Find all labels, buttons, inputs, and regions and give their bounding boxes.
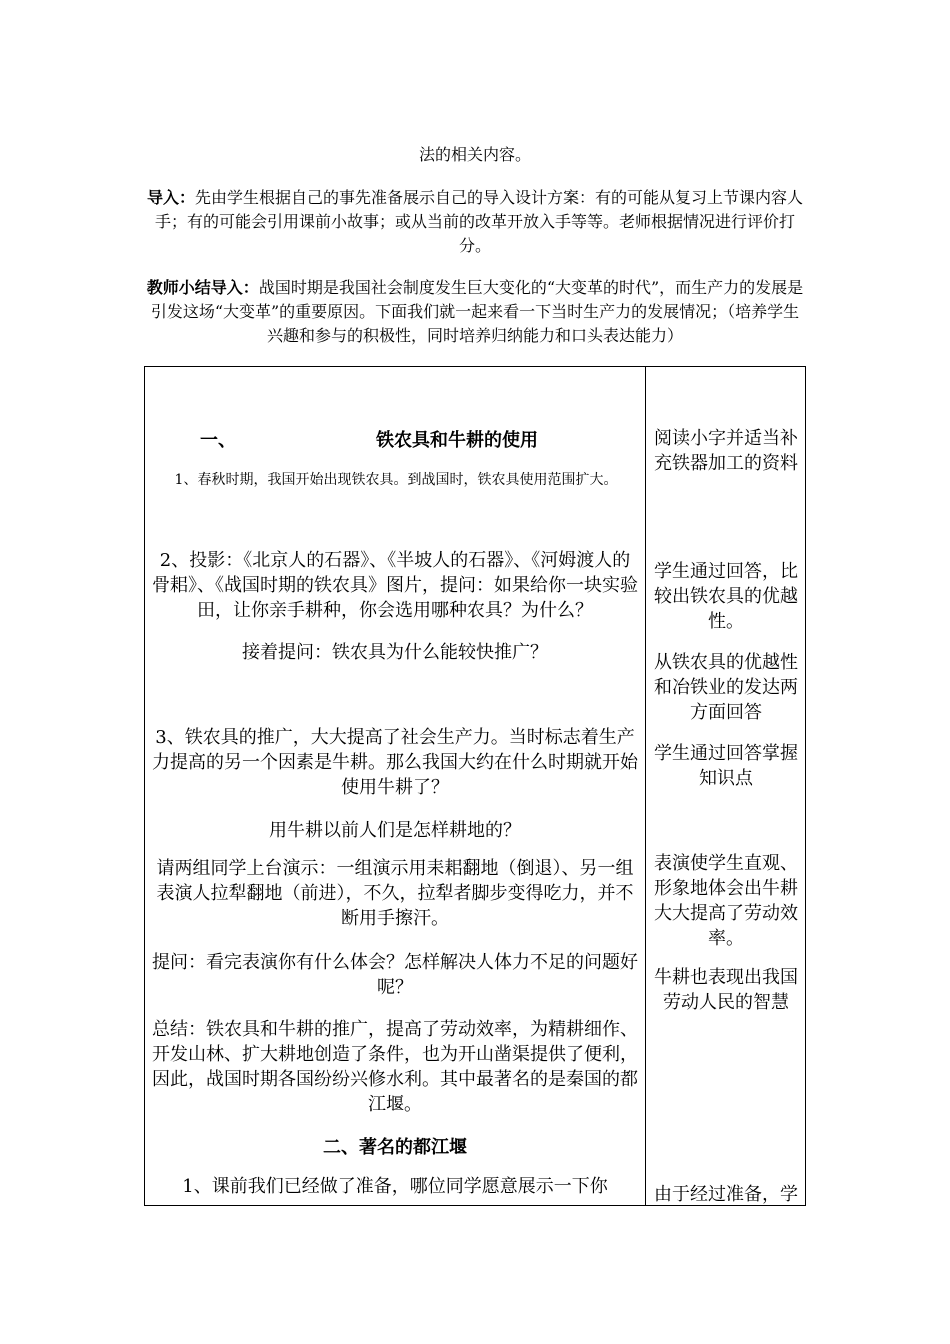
intro-continuation: 法的相关内容。 [418, 145, 531, 164]
note-answer-angle: 从铁农具的优越性和冶铁业的发达两方面回答 [654, 652, 798, 723]
followup-question: 接着提问：铁农具为什么能较快推广？ [242, 642, 548, 663]
section1-title: 铁农具和牛耕的使用 [376, 430, 538, 451]
daoru-text: 先由学生根据自己的事先准备展示自己的导入设计方案：有的可能从复习上节课内容人手；有的可能会引用课前小故事；或从当前的改革开放入手等等。老师根据情况进行评价打分。 [154, 188, 804, 255]
conclusion-text: 总结：铁农具和牛耕的推广，提高了劳动效率，为精耕细作、开发山林、扩大耕地创造了条件，也为开山凿渠提供了便利，因此，战国时期各国纷纷兴修水利。其中最著名的是秦国的都江堰。 [152, 1019, 638, 1115]
section2-item1: 1、课前我们已经做了准备，哪位同学愿意展示一下你 [182, 1176, 608, 1197]
daoru-label: 导入： [146, 188, 195, 207]
note-prepared: 由于经过准备，学 [654, 1184, 798, 1205]
section1-number: 一、 [200, 430, 236, 451]
intro-summary-paragraph [144, 276, 806, 348]
item3-text: 3、铁农具的推广，大大提高了社会生产力。当时标志着生产力提高的另一个因素是牛耕。那么我国大约在什么时期就开始使用牛耕了？ [152, 727, 638, 798]
column-divider [645, 366, 646, 1206]
item1-text: 1、春秋时期，我国开始出现铁农具。到战国时，铁农具使用范围扩大。 [174, 472, 618, 488]
reflection-question: 提问：看完表演你有什么体会？怎样解决人体力不足的问题好呢？ [152, 952, 638, 998]
note-reading: 阅读小字并适当补充铁器加工的资料 [654, 428, 798, 474]
note-compare-tools: 学生通过回答，比较出铁农具的优越性。 [654, 561, 798, 632]
demo-instruction: 请两组同学上台演示：一组演示用耒耜翻地（倒退）、另一组表演人拉犁翻地（前进），不久，拉犁者脚步变得吃力，并不断用手擦汗。 [156, 858, 634, 929]
before-niugeng-question: 用牛耕以前人们是怎样耕地的？ [269, 820, 521, 841]
summary-label: 教师小结导入： [146, 278, 259, 297]
note-performance: 表演使学生直观、形象地体会出牛耕大大提高了劳动效率。 [654, 853, 798, 949]
note-wisdom: 牛耕也表现出我国劳动人民的智慧 [654, 967, 798, 1013]
section2-title: 二、著名的都江堰 [323, 1137, 467, 1158]
item2-text: 2、投影：《北京人的石器》、《半坡人的石器》、《河姆渡人的骨耜》、《战国时期的铁农具》图片，提问：如果给你一块实验田，让你亲手耕种，你会选用哪种农具？为什么？ [152, 550, 638, 621]
summary-text: 战国时期是我国社会制度发生巨大变化的“大变革的时代”，而生产力的发展是引发这场“大变革”的重要原因。下面我们就一起来看一下当时生产力的发展情况；（培养学生兴趣和参与的积极性，同时培养归纳能力和口头表达能力） [150, 278, 804, 345]
intro-daoru-paragraph [144, 186, 806, 258]
note-master-knowledge: 学生通过回答掌握知识点 [654, 743, 798, 789]
